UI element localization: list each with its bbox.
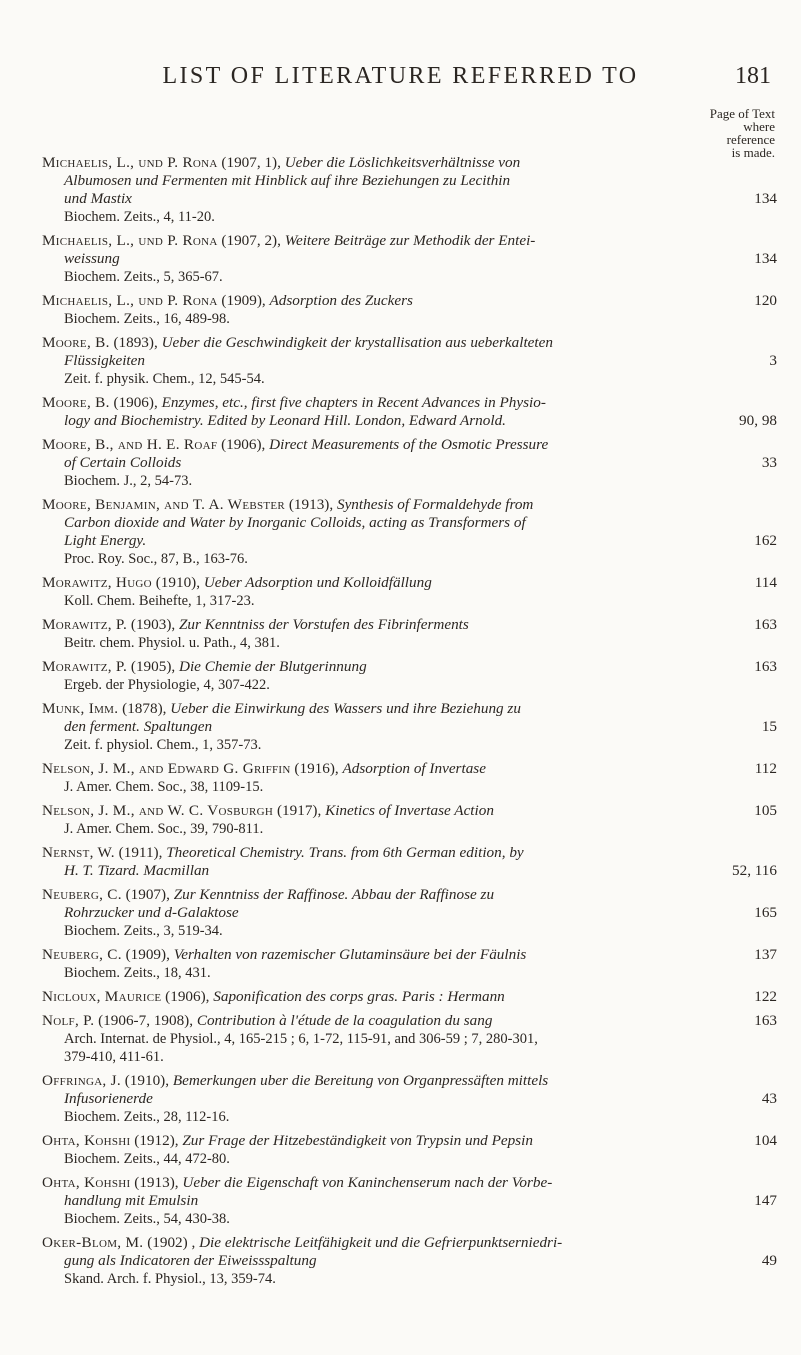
entry-title-line: Zur Frage der Hitzebeständigkeit von Trypsin und Pepsin [182, 1132, 533, 1149]
entry-title-line: Direct Measurements of the Osmotic Pressure [269, 436, 549, 453]
entry-first-line [42, 946, 777, 964]
entry-source: Biochem. Zeits., 5, 365-67. [64, 269, 223, 285]
entry-author: Nernst, W. [42, 844, 115, 861]
entry-page-reference: 49 [761, 1252, 777, 1269]
entry-title-line: den ferment. Spaltungen [64, 718, 213, 735]
entry-page-reference: 162 [754, 532, 777, 549]
entry-page-reference: 134 [754, 250, 777, 267]
bibliography-entry [42, 394, 777, 430]
entry-source: Biochem. Zeits., 18, 431. [64, 965, 211, 981]
entry-author: Moore, Benjamin, and T. A. Webster [42, 496, 286, 513]
entry-continuation-line [42, 1252, 777, 1270]
entry-author: Oker-Blom, M. [42, 1234, 144, 1251]
page-number: 181 [735, 63, 771, 89]
entry-title-line: Adsorption des Zuckers [269, 292, 413, 309]
entry-author: Moore, B., and H. E. Roaf [42, 436, 218, 453]
entry-year: (1907), [125, 886, 170, 903]
bibliography-entry [42, 1012, 777, 1066]
entry-page-reference: 134 [754, 190, 777, 207]
entry-year: (1909), [125, 946, 170, 963]
entry-author: Morawitz, P. [42, 616, 128, 633]
entry-page-reference: 33 [761, 454, 777, 471]
entry-page-reference: 114 [754, 574, 777, 591]
entry-title-line: Ueber die Löslichkeitsverhältnisse von [284, 154, 521, 171]
entry-page-reference: 52, 116 [732, 862, 777, 879]
entry-first-line [42, 436, 777, 454]
entry-title-line: Flüssigkeiten [64, 352, 145, 369]
entry-author: Offringa, J. [42, 1072, 121, 1089]
entry-author: Michaelis, L., und P. Rona [42, 292, 218, 309]
entry-first-line [42, 700, 777, 718]
bibliography-entry [42, 946, 777, 982]
entry-page-reference: 163 [754, 1012, 777, 1029]
entry-title-line: Bemerkungen uber die Bereitung von Organpressäften mittels [172, 1072, 549, 1089]
entry-title-line: logy and Biochemistry. Edited by Leonard Hill. London, Edward Arnold. [64, 412, 506, 429]
entry-year: (1893), [113, 334, 158, 351]
entry-first-line [42, 292, 777, 310]
entry-page-reference: 15 [761, 718, 777, 735]
entry-author: Neuberg, C. [42, 886, 122, 903]
entry-title-line: Light Energy. [64, 532, 147, 549]
entry-title-line: Verhalten von razemischer Glutaminsäure bei der Fäulnis [173, 946, 527, 963]
entry-year: (1878), [122, 700, 167, 717]
bibliography-entry [42, 154, 777, 226]
entry-first-line [42, 1072, 777, 1090]
entry-source: Skand. Arch. f. Physiol., 13, 359-74. [64, 1271, 276, 1287]
entry-author: Nelson, J. M., and Edward G. Griffin [42, 760, 291, 777]
entry-title-line: Theoretical Chemistry. Trans. from 6th German edition, by [166, 844, 524, 861]
entry-title-line: Zur Kenntniss der Vorstufen des Fibrinferments [178, 616, 469, 633]
column-note-line: Page of Text [709, 106, 775, 121]
entry-continuation-line [42, 190, 777, 208]
entry-source: Ergeb. der Physiologie, 4, 307-422. [64, 677, 270, 693]
entry-title-line: handlung mit Emulsin [64, 1192, 199, 1209]
entry-title-line: Albumosen und Fermenten mit Hinblick auf ihre Beziehungen zu Lecithin [64, 172, 511, 189]
entry-continuation-line [42, 412, 777, 430]
entry-title-line: Die elektrische Leitfähigkeit und die Gefrierpunktserniedri- [199, 1234, 563, 1251]
bibliography-entry [42, 760, 777, 796]
entry-continuation-line [42, 532, 777, 550]
entry-continuation-line [42, 1090, 777, 1108]
entry-year: (1913), [134, 1174, 179, 1191]
entry-year: (1910), [155, 574, 201, 591]
entry-continuation-line [42, 718, 777, 736]
entry-page-reference: 105 [754, 802, 777, 819]
entry-source: Zeit. f. physik. Chem., 12, 545-54. [64, 371, 265, 387]
entry-source: Biochem. Zeits., 44, 472-80. [64, 1151, 230, 1167]
entry-title-line: gung als Indicatoren der Eiweissspaltung [64, 1252, 317, 1269]
bibliography-entry [42, 232, 777, 286]
entry-first-line [42, 1234, 777, 1252]
entry-author: Nelson, J. M., and W. C. Vosburgh [42, 802, 274, 819]
entry-title-line: weissung [64, 250, 120, 267]
bibliography-entry [42, 616, 777, 652]
bibliography-entry [42, 334, 777, 388]
entry-page-reference: 3 [769, 352, 777, 369]
entry-page-reference: 104 [754, 1132, 777, 1149]
entry-author: Ohta, Kohshi [42, 1132, 131, 1149]
bibliography-entry [42, 1234, 777, 1288]
entry-page-reference: 147 [754, 1192, 777, 1209]
bibliography-entry [42, 886, 777, 940]
entry-year: (1906), [165, 988, 210, 1005]
entry-first-line [42, 1174, 777, 1192]
entry-author: Ohta, Kohshi [42, 1174, 131, 1191]
entry-title-line: Zur Kenntniss der Raffinose. Abbau der Raffinose zu [173, 886, 495, 903]
bibliography-entry [42, 1132, 777, 1168]
entry-page-reference: 165 [754, 904, 777, 921]
entry-title-line: Adsorption of Invertase [342, 760, 486, 777]
running-header-title: LIST OF LITERATURE REFERRED TO [162, 63, 639, 89]
entry-author: Nicloux, Maurice [42, 988, 162, 1005]
entry-source: Zeit. f. physiol. Chem., 1, 357-73. [64, 737, 262, 753]
entry-author: Morawitz, P. [42, 658, 128, 675]
entry-author: Neuberg, C. [42, 946, 122, 963]
bibliography-entry [42, 1174, 777, 1228]
entry-source: J. Amer. Chem. Soc., 39, 790-811. [64, 821, 264, 837]
entry-source: Biochem. Zeits., 3, 519-34. [64, 923, 223, 939]
entry-author: Moore, B. [42, 394, 110, 411]
entry-author: Michaelis, L., und P. Rona [42, 232, 218, 249]
entry-title-line: Kinetics of Invertase Action [325, 802, 494, 819]
bibliography-entry [42, 802, 777, 838]
entry-author: Munk, Imm. [42, 700, 119, 717]
entry-year: (1910), [124, 1072, 170, 1089]
entry-title-line: Contribution à l'étude de la coagulation du sang [196, 1012, 493, 1029]
entry-title-line: Enzymes, etc., first five chapters in Recent Advances in Physio- [161, 394, 546, 411]
entry-year: (1906), [221, 436, 266, 453]
entry-first-line [42, 802, 777, 820]
entry-page-reference: 163 [754, 658, 777, 675]
entry-continuation-line [42, 904, 777, 922]
entry-page-reference: 163 [754, 616, 777, 633]
entry-source: Biochem. J., 2, 54-73. [64, 473, 193, 489]
entry-first-line [42, 760, 777, 778]
entry-continuation-line [42, 454, 777, 472]
entry-source: Koll. Chem. Beihefte, 1, 317-23. [64, 593, 255, 609]
entry-year: (1916), [294, 760, 339, 777]
bibliography-entry [42, 292, 777, 328]
entry-first-line [42, 232, 777, 250]
entry-year: (1907, 1), [221, 154, 281, 171]
entry-first-line [42, 154, 777, 172]
bibliography-list [42, 154, 777, 1294]
entry-source: Beitr. chem. Physiol. u. Path., 4, 381. [64, 635, 280, 651]
entry-first-line [42, 574, 777, 592]
entry-author: Michaelis, L., und P. Rona [42, 154, 218, 171]
entry-year: (1907, 2), [221, 232, 281, 249]
entry-page-reference: 43 [761, 1090, 777, 1107]
entry-first-line [42, 844, 777, 862]
bibliography-entry [42, 1072, 777, 1126]
entry-title-line: Ueber die Geschwindigkeit der krystallisation aus ueberkalteten [161, 334, 553, 351]
entry-continuation-line [42, 352, 777, 370]
entry-source: Biochem. Zeits., 16, 489-98. [64, 311, 230, 327]
entry-title-line: Infusorienerde [64, 1090, 153, 1107]
entry-title-line: und Mastix [64, 190, 132, 207]
entry-year: (1913), [288, 496, 334, 513]
entry-year: (1911), [118, 844, 163, 861]
entry-first-line [42, 988, 777, 1006]
entry-year: (1912), [134, 1132, 179, 1149]
entry-page-reference: 112 [754, 760, 777, 777]
bibliography-entry [42, 844, 777, 880]
entry-author: Morawitz, Hugo [42, 574, 152, 591]
entry-author: Moore, B. [42, 334, 110, 351]
entry-title-line: Carbon dioxide and Water by Inorganic Colloids, acting as Transformers of [64, 514, 526, 531]
entry-year: (1906-7, 1908), [98, 1012, 194, 1029]
entry-page-reference: 120 [754, 292, 777, 309]
entry-title-line: Die Chemie der Blutgerinnung [178, 658, 367, 675]
bibliography-entry [42, 496, 777, 568]
entry-first-line [42, 886, 777, 904]
bibliography-entry [42, 700, 777, 754]
entry-source: Biochem. Zeits., 28, 112-16. [64, 1109, 230, 1125]
entry-first-line [42, 658, 777, 676]
entry-page-reference: 137 [754, 946, 777, 963]
entry-title-line: Rohrzucker und d-Galaktose [64, 904, 239, 921]
column-note-line: reference [726, 132, 775, 147]
bibliography-entry [42, 574, 777, 610]
entry-title-line: Weitere Beiträge zur Methodik der Entei- [284, 232, 536, 249]
entry-title-line: Ueber die Eigenschaft von Kaninchenserum nach der Vorbe- [182, 1174, 553, 1191]
entry-source: Proc. Roy. Soc., 87, B., 163-76. [64, 551, 248, 567]
entry-continuation-line [42, 862, 777, 880]
entry-first-line [42, 1012, 777, 1030]
entry-page-reference: 90, 98 [739, 412, 777, 429]
entry-continuation-line [42, 250, 777, 268]
page-reference-column-note [655, 107, 775, 159]
entry-first-line [42, 1132, 777, 1150]
bibliography-entry [42, 988, 777, 1006]
entry-title-line: Synthesis of Formaldehyde from [336, 496, 534, 513]
column-note-line: where [743, 119, 775, 134]
entry-author: Nolf, P. [42, 1012, 95, 1029]
entry-source: Biochem. Zeits., 54, 430-38. [64, 1211, 230, 1227]
entry-first-line [42, 496, 777, 514]
entry-source: Arch. Internat. de Physiol., 4, 165-215 ; 6, 1-72, 115-91, and 306-59 ; 7, 280-301, [64, 1031, 538, 1047]
entry-page-reference: 122 [754, 988, 777, 1005]
entry-year: (1917), [276, 802, 322, 819]
entry-title-line: of Certain Colloids [64, 454, 182, 471]
entry-title-line: Saponification des corps gras. Paris : Hermann [213, 988, 505, 1005]
entry-year: (1906), [113, 394, 158, 411]
entry-title-line: Ueber die Einwirkung des Wassers und ihre Beziehung zu [170, 700, 521, 717]
entry-title-line: Ueber Adsorption und Kolloidfällung [203, 574, 432, 591]
entry-continuation-line [42, 1192, 777, 1210]
entry-year: (1903), [130, 616, 176, 633]
entry-source: Biochem. Zeits., 4, 11-20. [64, 209, 215, 225]
entry-year: (1909), [221, 292, 266, 309]
entry-continuation-line [42, 172, 777, 190]
entry-first-line [42, 394, 777, 412]
entry-year: (1902) , [147, 1234, 196, 1251]
entry-title-line: H. T. Tizard. Macmillan [64, 862, 210, 879]
entry-source: J. Amer. Chem. Soc., 38, 1109-15. [64, 779, 264, 795]
entry-first-line [42, 334, 777, 352]
entry-source: 379-410, 411-61. [64, 1049, 164, 1065]
entry-continuation-line [42, 514, 777, 532]
bibliography-entry [42, 658, 777, 694]
column-note-line: is made. [731, 145, 775, 160]
entry-year: (1905), [130, 658, 176, 675]
entry-first-line [42, 616, 777, 634]
bibliography-entry [42, 436, 777, 490]
